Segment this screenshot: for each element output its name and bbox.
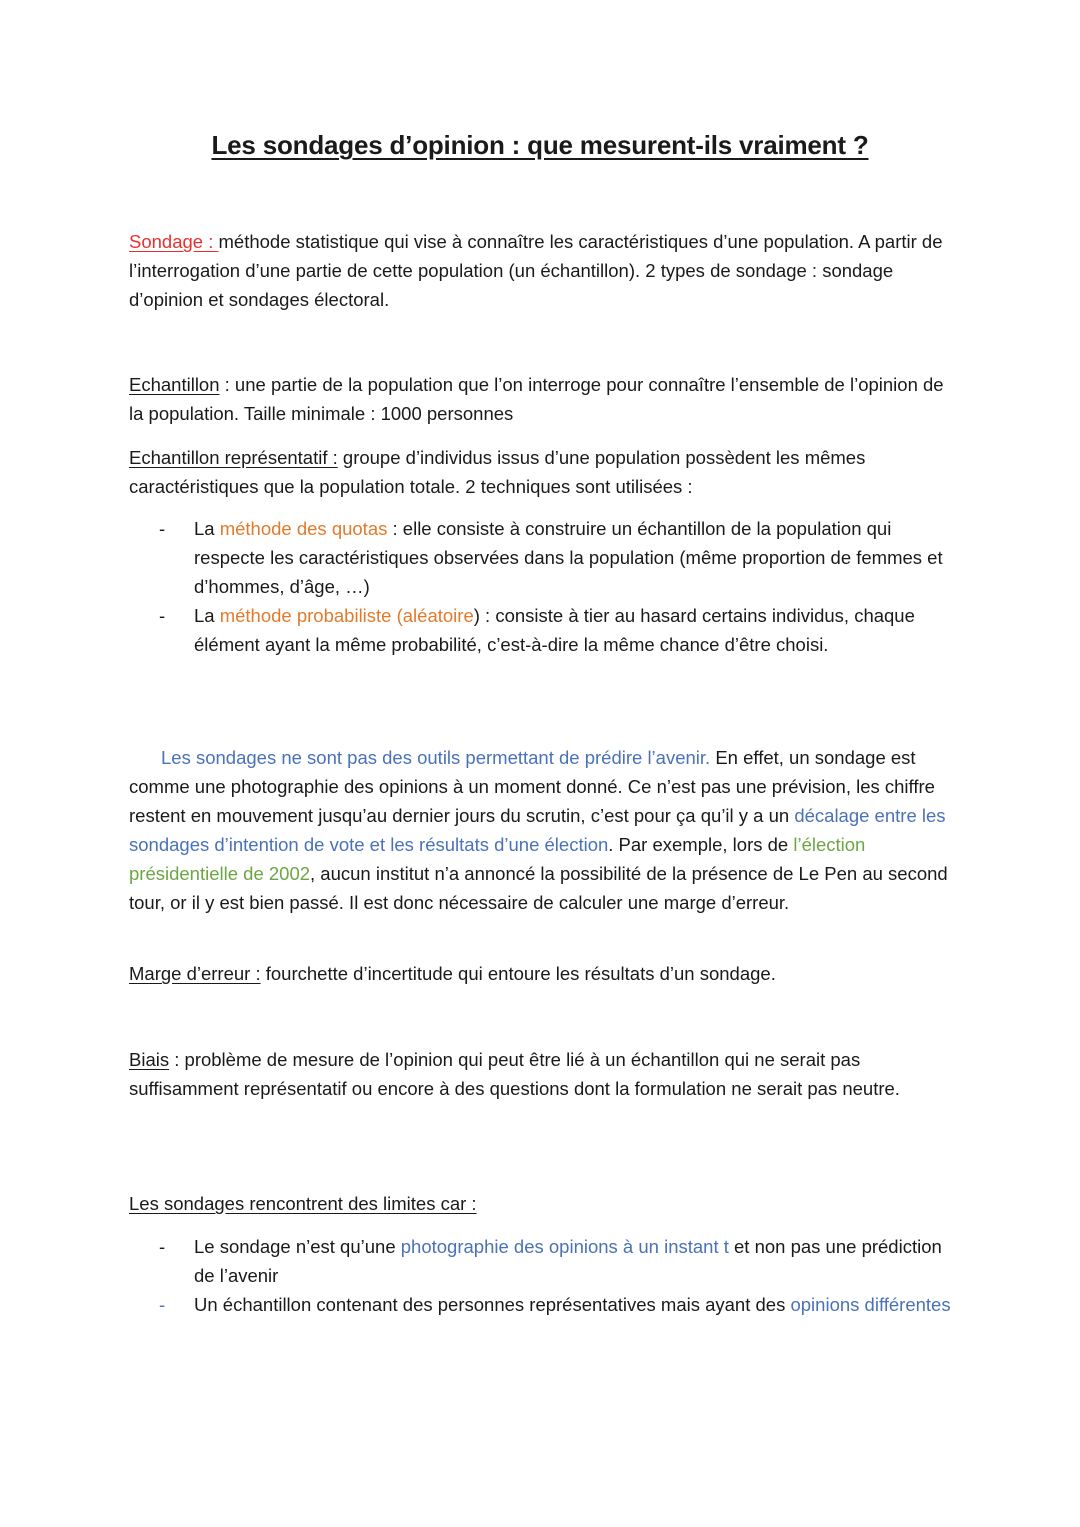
- page-title: Les sondages d’opinion : que mesurent-ils vraiment ?: [211, 130, 869, 160]
- highlight-decalage: décalage entre les sondages d’intention de vote et les résultats d’une élection: [129, 805, 946, 855]
- list-item: - Un échantillon contenant des personnes représentatives mais ayant des opinions différentes: [129, 1290, 959, 1319]
- dash-bullet: -: [159, 1294, 166, 1315]
- term-marge: Marge d’erreur :: [129, 963, 261, 984]
- definition-text: fourchette d’incertitude qui entoure les résultats d’un sondage.: [260, 963, 776, 984]
- limites-list: [129, 1232, 959, 1319]
- list-item: - La méthode des quotas : elle consiste à construire un échantillon de la population qui respecte les caractéristiques observées dans la population (même proportion de femmes et d’hommes, d’âge, …): [129, 514, 959, 601]
- limites-heading: Les sondages rencontrent des limites car :: [129, 1193, 477, 1214]
- term-echantillon-representatif: Echantillon représentatif :: [129, 447, 338, 468]
- definition-echantillon: [129, 370, 959, 428]
- term-biais: Biais: [129, 1049, 170, 1070]
- definition-text: groupe d’individus issus d’une population possèdent les mêmes caractéristiques que la population totale. 2 techniques sont utilisées :: [129, 447, 866, 497]
- dash-bullet: -: [159, 518, 166, 539]
- dash-bullet: -: [159, 605, 166, 626]
- definition-sondage: [129, 227, 959, 314]
- highlight-quotas: méthode des quotas: [219, 518, 388, 539]
- definition-marge: [129, 959, 959, 988]
- techniques-list: [129, 514, 959, 659]
- paragraph-sondages-avenir: Les sondages ne sont pas des outils permettant de prédire l’avenir. En effet, un sondage est comme une photographie des opinions à un moment donné. Ce n’est pas une prévision, les chiffre restent en mouvement jusqu’au dernier jours du scrutin, c’est pour ça qu’il y a un décalage entre les sondages d’intention de vote et les résultats d’une élection. Par exemple, lors de l’élection présidentielle de 2002, aucun institut n’a annoncé la possibilité de la présence de Le Pen au second tour, or il y est bien passé. Il est donc nécessaire de calculer une marge d’erreur.: [129, 747, 948, 913]
- definition-text: méthode statistique qui vise à connaître les caractéristiques d’une population. A partir de l’interrogation d’une partie de cette population (un échantillon). 2 types de sondage : sondage d’opinion et sondages électoral.: [129, 231, 943, 310]
- list-item: - La méthode probabiliste (aléatoire) : consiste à tier au hasard certains individus, chaque élément ayant la même probabilité, c’est-à-dire la même chance d’être choisi.: [129, 601, 959, 659]
- definition-biais: [129, 1045, 959, 1103]
- definition-text: : une partie de la population que l’on interroge pour connaître l’ensemble de l’opinion de la population. Taille minimale : 1000 personnes: [129, 374, 944, 424]
- list-item: - Le sondage n’est qu’une photographie des opinions à un instant t et non pas une prédiction de l’avenir: [129, 1232, 959, 1290]
- term-sondage: Sondage :: [129, 231, 219, 252]
- dash-bullet: -: [159, 1236, 166, 1257]
- highlight-opinions-differentes: opinions différentes: [790, 1294, 951, 1315]
- highlight-photographie: photographie des opinions à un instant t: [400, 1236, 729, 1257]
- highlight-probabiliste: méthode probabiliste (aléatoire: [219, 605, 474, 626]
- highlight-election-2002: l’élection présidentielle de 2002: [129, 834, 866, 884]
- definition-text: : problème de mesure de l’opinion qui peut être lié à un échantillon qui ne serait pas suffisamment représentatif ou encore à des questions dont la formulation ne serait pas neutre.: [129, 1049, 900, 1099]
- highlight-outils: Les sondages ne sont pas des outils permettant de prédire l’avenir.: [161, 747, 711, 768]
- term-echantillon: Echantillon: [129, 374, 220, 395]
- definition-echantillon-representatif: [129, 443, 959, 501]
